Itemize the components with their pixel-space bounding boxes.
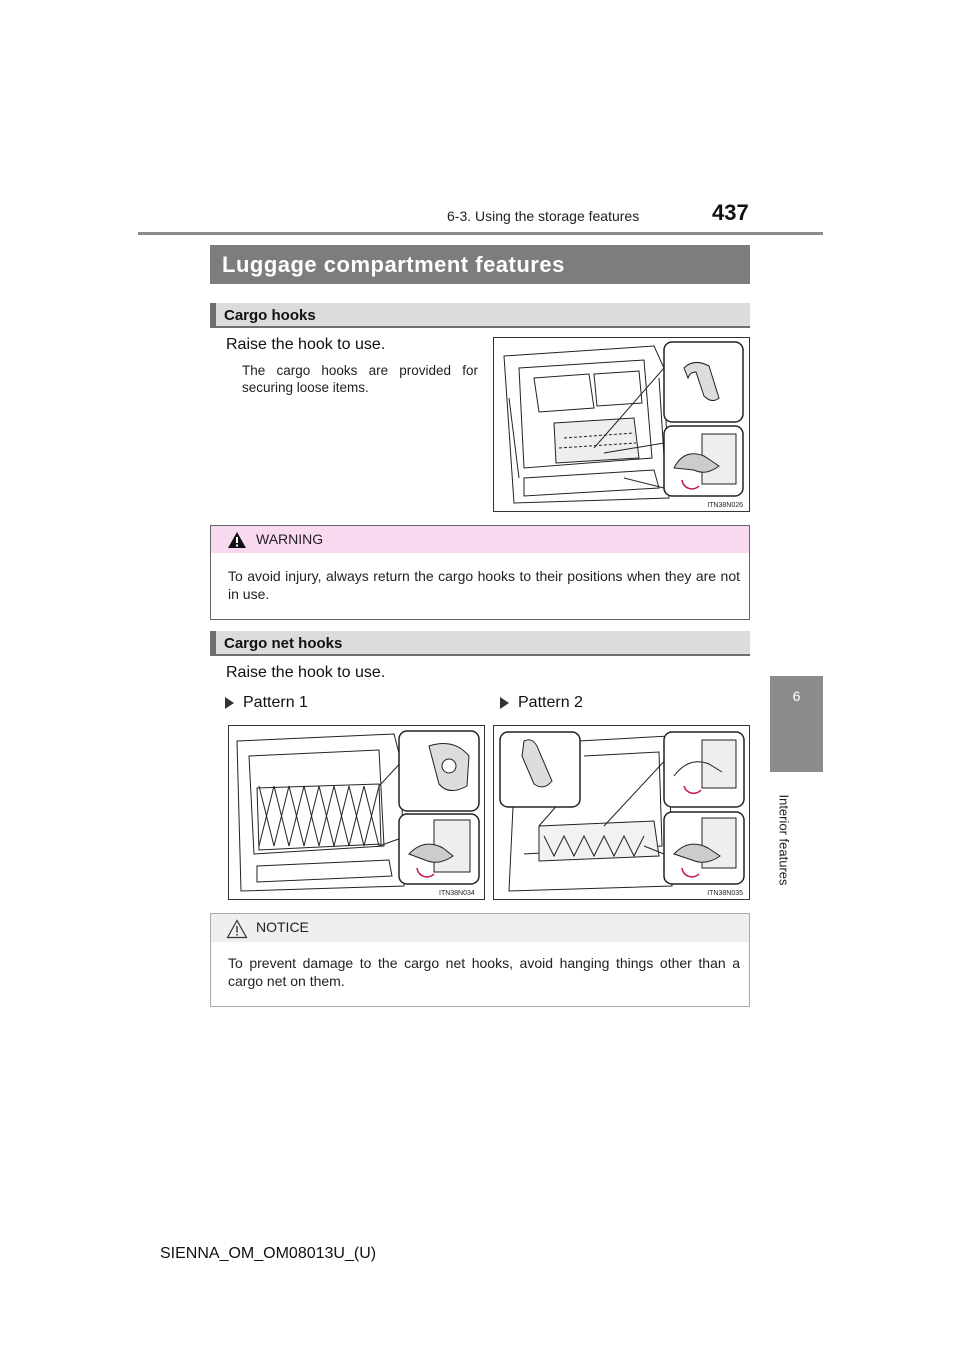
pattern-2-figure: [493, 725, 750, 900]
pattern-arrow-icon: [500, 697, 509, 709]
page-number: 437: [712, 200, 749, 225]
cargo-hooks-instruction: Raise the hook to use.: [226, 336, 386, 353]
warning-triangle-icon: [227, 531, 247, 549]
notice-label: NOTICE: [256, 919, 309, 935]
cargo-hook-illustration: [494, 338, 750, 512]
notice-text: To prevent damage to the cargo net hooks, avoid hanging things other than a cargo net on them.: [228, 955, 740, 989]
warning-label: WARNING: [256, 531, 324, 547]
cargo-hooks-note: The cargo hooks are provided for securing loose items.: [242, 363, 478, 395]
chapter-label: Interior features: [776, 794, 792, 886]
pattern-2-label: Pattern 2: [518, 694, 583, 711]
page-title: Luggage compartment features: [222, 252, 565, 277]
header-section: 6-3. Using the storage features: [447, 208, 640, 224]
cargo-net-hooks-heading: Cargo net hooks: [224, 635, 343, 652]
pattern-1-figure: [228, 725, 485, 900]
pattern-arrow-icon: [225, 697, 234, 709]
chapter-number: 6: [792, 688, 801, 704]
pattern-2-figure-id: ITN38N035: [707, 890, 743, 897]
pattern-1-figure-id: ITN38N034: [439, 890, 475, 897]
pattern-1-label: Pattern 1: [243, 694, 308, 711]
cargo-hooks-heading: Cargo hooks: [224, 307, 316, 324]
warning-text: To avoid injury, always return the cargo hooks to their positions when they are not in use.: [228, 568, 740, 602]
cargo-hook-figure-id: ITN38N026: [707, 502, 743, 509]
pattern-1-illustration: [229, 726, 485, 900]
notice-triangle-icon: [226, 919, 248, 939]
footer-doc-id: SIENNA_OM_OM08013U_(U): [160, 1245, 377, 1262]
header-rule: [138, 232, 823, 235]
cargo-hook-figure: [493, 337, 750, 512]
cargo-net-hooks-instruction: Raise the hook to use.: [226, 664, 386, 681]
pattern-2-illustration: [494, 726, 750, 900]
